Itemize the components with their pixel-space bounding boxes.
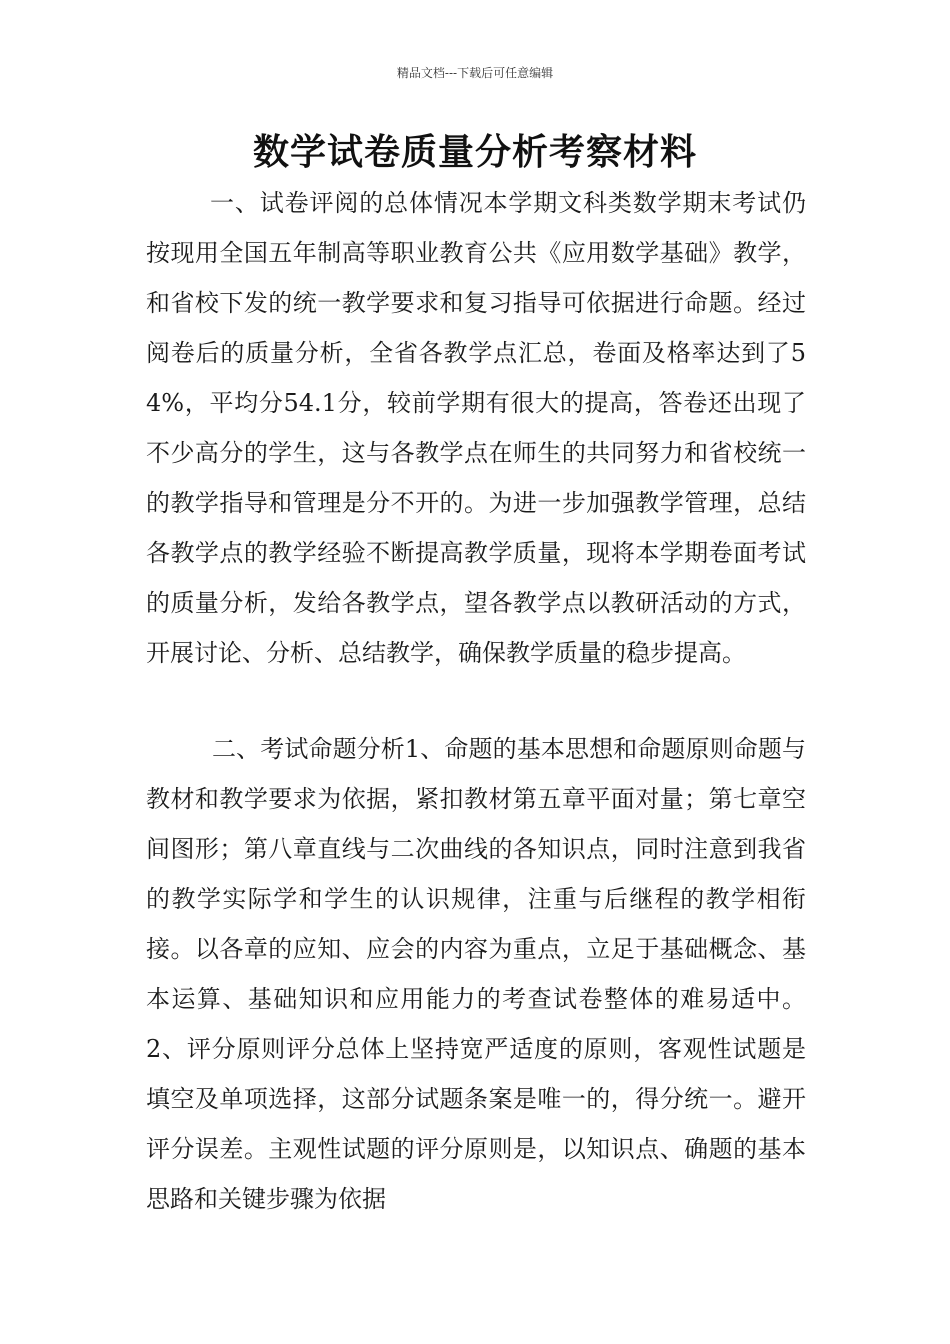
header-note: 精品文档---下载后可任意编辑: [396, 66, 554, 80]
paragraph-overview: 一、试卷评阅的总体情况本学期文科类数学期末考试仍按现用全国五年制高等职业教育公共《应用数学基础》教学，和省校下发的统一教学要求和复习指导可依据进行命题。经过阅卷后的质量分析，全省各教学点汇总，卷面及格率达到了54%，平均分54.1分，较前学期有很大的提高，答卷还出现了不少高分的学生，这与各教学点在师生的共同努力和省校统一的教学指导和管理是分不开的。为进一步加强教学管理，总结各教学点的教学经验不断提高教学质量，现将本学期卷面考试的质量分析，发给各教学点，望各教学点以教研活动的方式，开展讨论、分析、总结教学，确保教学质量的稳步提高。: [146, 189, 806, 667]
paragraph-exam-analysis: 二、考试命题分析1、命题的基本思想和命题原则命题与教材和教学要求为依据，紧扣教材第五章平面对量；第七章空间图形；第八章直线与二次曲线的各知识点，同时注意到我省的教学实际学和学生的认识规律，注重与后继程的教学相衔接。以各章的应知、应会的内容为重点，立足于基础概念、基本运算、基础知识和应用能力的考查试卷整体的难易适中。2、评分原则评分总体上坚持宽严适度的原则，客观性试题是填空及单项选择，这部分试题条案是唯一的，得分统一。避开评分误差。主观性试题的评分原则是，以知识点、确题的基本思路和关键步骤为依据: [146, 735, 806, 1213]
document-title: 数学试卷质量分析考察材料: [252, 131, 697, 173]
